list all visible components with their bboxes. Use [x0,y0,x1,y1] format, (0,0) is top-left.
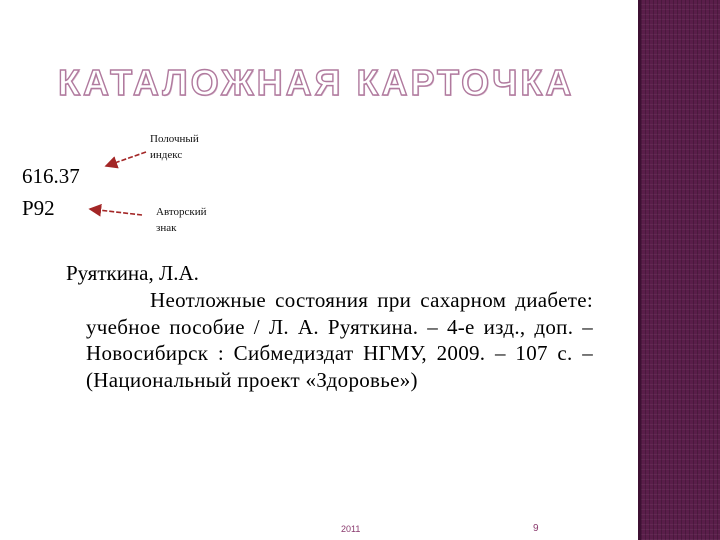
bibliographic-record: Неотложные состояния при сахарном диабете: учебное пособие / Л. А. Руяткина. – 4-е изд., доп. – Новосибирск : Сибмедиздат НГМУ, 2009. – 107 с. – (Национальный проект «Здоровье») [86,288,593,392]
author-mark-arrow [90,209,142,215]
record-author: Руяткина, Л.А. [66,261,199,285]
page-number: 9 [533,523,539,534]
slide-title: КАТАЛОЖНАЯ КАРТОЧКА [58,62,575,103]
shelf-index-arrow [106,152,146,166]
author-mark-note: Авторский знак [156,206,207,234]
shelf-index-note: Полочный индекс [150,133,199,161]
author-mark: Р92 [22,196,55,220]
shelf-index: 616.37 [22,164,80,188]
footer-year: 2011 [341,524,361,534]
